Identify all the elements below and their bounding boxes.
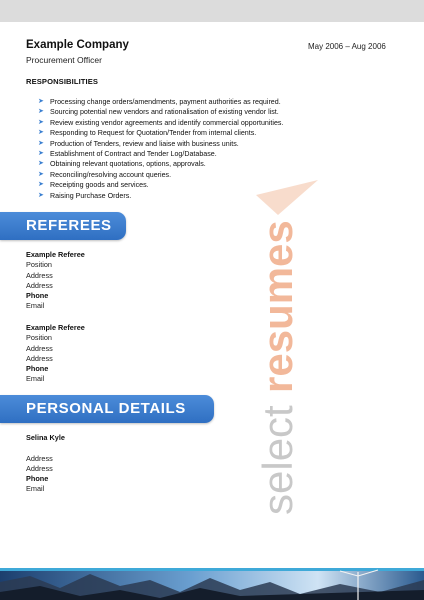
referee-address: Address [26, 353, 53, 363]
referee-email: Email [26, 374, 45, 384]
referee-address: Address [26, 280, 53, 290]
person-address: Address [26, 453, 53, 463]
chevron-right-icon: ➤ [38, 139, 44, 147]
referee-position: Position [26, 260, 52, 270]
job-title: Procurement Officer [26, 55, 102, 65]
chevron-right-icon: ➤ [38, 108, 44, 116]
list-item: ➤ Review existing vendor agreements and identify commercial opportunities. [38, 118, 284, 127]
chevron-right-icon: ➤ [38, 170, 44, 178]
select-resumes-watermark [248, 175, 328, 520]
list-item: ➤ Obtaining relevant quotations, options, approvals. [38, 160, 206, 169]
list-item: ➤ Raising Purchase Orders. [38, 191, 132, 200]
chevron-right-icon: ➤ [38, 118, 44, 126]
referee-phone: Phone [26, 364, 49, 374]
personal-details [26, 433, 65, 495]
chevron-right-icon: ➤ [38, 181, 44, 189]
responsibilities-list [38, 97, 283, 201]
referees-banner [0, 212, 126, 240]
page-top-strip [0, 0, 424, 22]
list-item: ➤ Establishment of Contract and Tender Log/Database. [38, 149, 217, 158]
watermark-swoosh [256, 180, 318, 215]
list-item: ➤ Production of Tenders, review and liaise with business units. [38, 139, 239, 148]
chevron-right-icon: ➤ [38, 129, 44, 137]
referee-email: Email [26, 301, 45, 311]
list-item: ➤ Processing change orders/amendments, payment authorities as required. [38, 98, 281, 106]
company-name: Example Company [26, 39, 129, 51]
responsibilities-heading: RESPONSIBILITIES [26, 77, 99, 86]
person-phone: Phone [26, 474, 49, 484]
personal-details-banner [0, 395, 214, 423]
referee-address: Address [26, 343, 53, 353]
chevron-right-icon: ➤ [38, 149, 44, 157]
person-address: Address [26, 463, 53, 473]
list-item: ➤ Reconciling/resolving account queries. [38, 170, 172, 179]
referees-heading: REFEREES [26, 217, 112, 234]
chevron-right-icon: ➤ [38, 98, 44, 105]
personal-details-heading: PERSONAL DETAILS [26, 400, 186, 417]
person-name: Selina Kyle [26, 433, 65, 442]
chevron-right-icon: ➤ [38, 160, 44, 168]
referee-name: Example Referee [26, 250, 85, 259]
referee-card [26, 323, 85, 385]
referee-phone: Phone [26, 291, 49, 301]
chevron-right-icon: ➤ [38, 191, 44, 199]
employment-dates: May 2006 – Aug 2006 [308, 42, 386, 51]
person-email: Email [26, 484, 45, 494]
referee-position: Position [26, 333, 52, 343]
referee-name: Example Referee [26, 323, 85, 332]
referee-address: Address [26, 270, 53, 280]
list-item: ➤ Sourcing potential new vendors and rationalisation of existing vendor list. [38, 108, 279, 117]
spacer [26, 443, 65, 453]
referee-card [26, 250, 85, 312]
footer-photo-strip [0, 568, 424, 600]
watermark-prefix: select [254, 405, 301, 515]
list-item: ➤ Responding to Request for Quotation/Tender from internal clients. [38, 129, 257, 138]
list-item: ➤ Receipting goods and services. [38, 181, 149, 190]
watermark-suffix: resumes [254, 220, 301, 393]
